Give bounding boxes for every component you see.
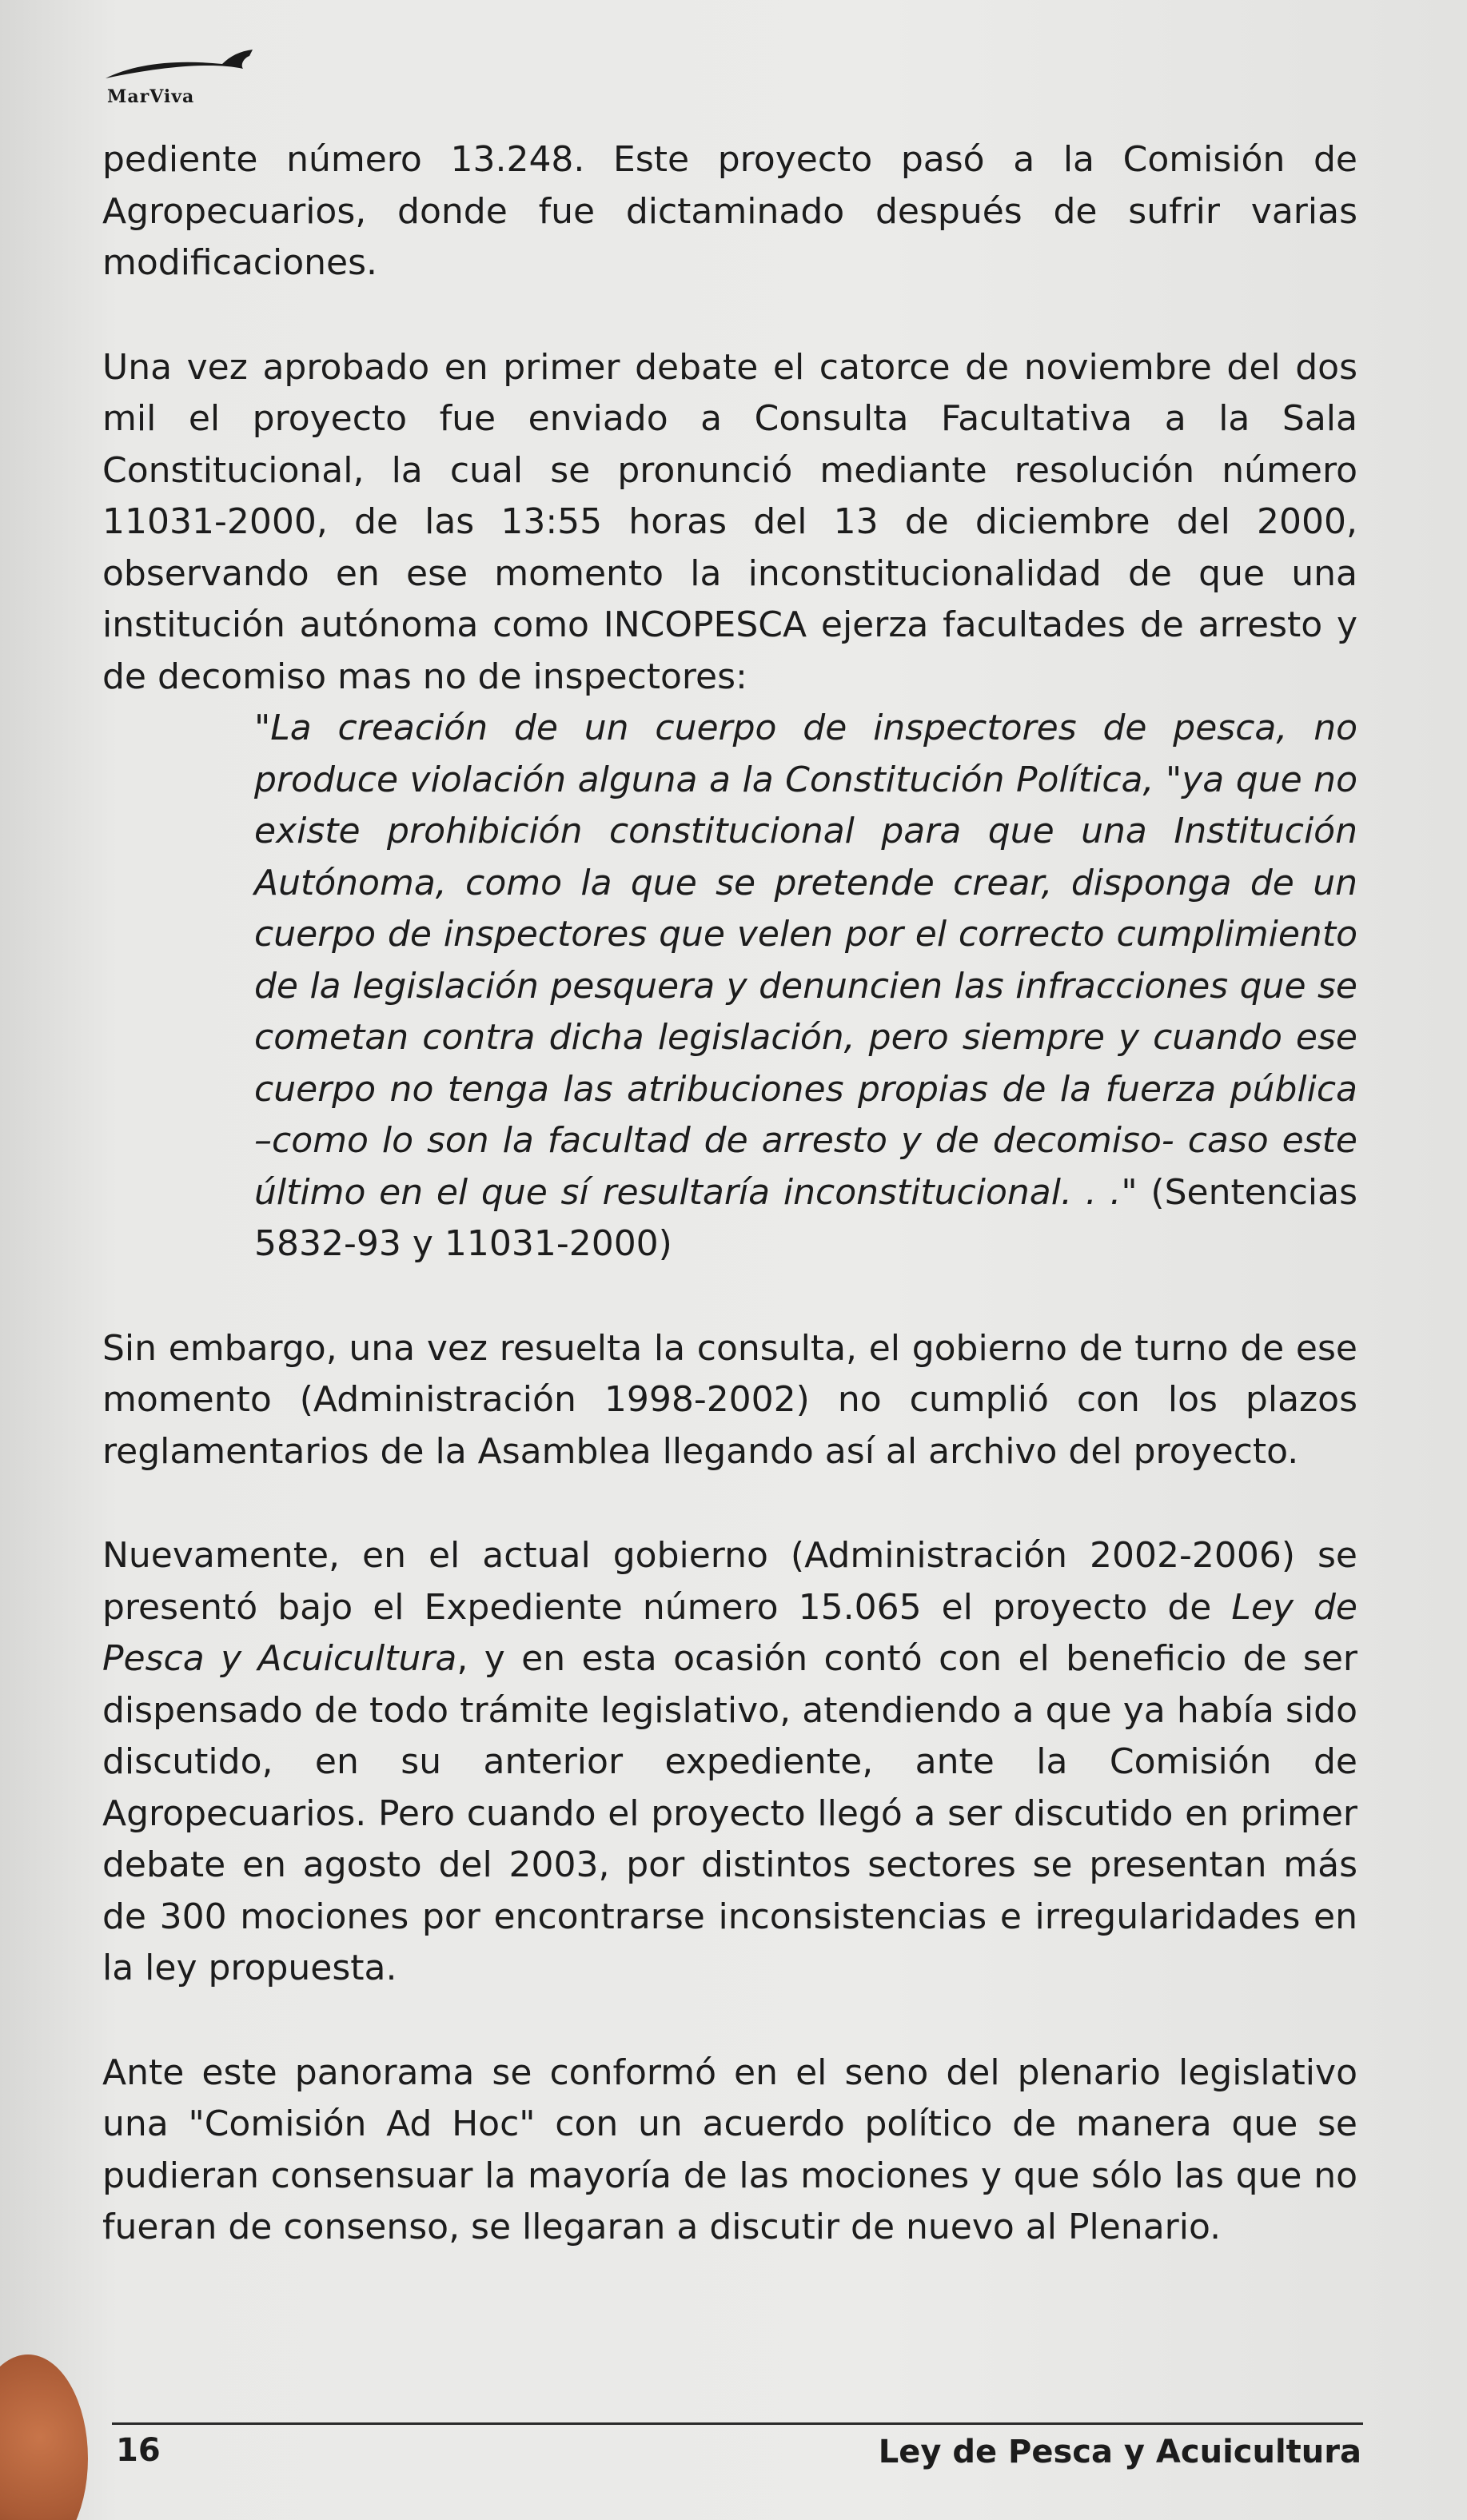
marviva-logo [102, 40, 270, 112]
paragraph-2: Una vez aprobado en primer debate el catorce de noviembre del dos mil el proyecto fue enviado a Consulta Facultativa a la Sala Constitucional, la cual se pronunció mediante resolución número 11031-2000, de las 13:55 horas del 13 de diciembre del 2000, observando en ese momento la inconstitucionalidad de que una institución autónoma como INCOPESCA ejerza facultades de arresto y de decomiso mas no de inspectores: [102, 346, 1357, 697]
paragraph-4-start: Nuevamente, en el actual gobierno (Administración 2002-2006) se presentó bajo el Expediente número 15.065 el proyecto de [102, 1535, 1357, 1628]
footer-divider [112, 2422, 1363, 2425]
logo-text: MarViva [107, 86, 195, 107]
paragraph-1: pediente número 13.248. Este proyecto pasó a la Comisión de Agropecuarios, donde fue dictaminado después de sufrir varias modificaciones. [102, 139, 1357, 283]
running-title: Ley de Pesca y Acuicultura [878, 2434, 1361, 2470]
paragraph-3: Sin embargo, una vez resuelta la consulta, el gobierno de turno de ese momento (Administración 1998-2002) no cumplió con los plazos reglamentarios de la Asamblea llegando así al archivo del proyecto. [102, 1327, 1357, 1472]
body-text [102, 134, 1357, 2307]
paragraph-5: Ante este panorama se conformó en el seno del plenario legislativo una "Comisión Ad Hoc" con un acuerdo político de manera que se pudieran consensuar la mayoría de las mociones y que sólo las que no fueran de consenso, se llegaran a discutir de nuevo al Plenario. [102, 2051, 1357, 2247]
block-quote [102, 703, 1357, 1270]
paragraph-4 [102, 1530, 1357, 1995]
paragraph-4-end: , y en esta ocasión contó con el beneficio de ser dispensado de todo trámite legislativo, atendiendo a que ya había sido discutido, en su anterior expediente, ante la Comisión de Agropecuarios. Pero cuando el proyecto llegó a ser discutido en primer debate en agosto del 2003, por distintos sectores se presentan más de 300 mociones por encontrarse inconsistencias e irregularidades en la ley propuesta. [102, 1638, 1358, 1988]
quote-citation: (Sentencias 5832-93 y 11031-2000) [254, 1171, 1357, 1264]
wave-logo-icon [102, 40, 270, 88]
quote-text: "La creación de un cuerpo de inspectores de pesca, no produce violación alguna a la Constitución Política, "ya que no existe prohibición constitucional para que una Institución Autónoma, como la que se pretende crear, disponga de un cuerpo de inspectores que velen por el correcto cumplimiento de la legislación pesquera y denuncien las infracciones que se cometan contra dicha legislación, pero siempre y cuando ese cuerpo no tenga las atribuciones propias de la fuerza pública –como lo son la facultad de arresto y de decomiso- caso este último en el que sí resultaría inconstitucional. . ." [254, 708, 1357, 1213]
thumb-shadow [0, 2355, 88, 2520]
law-title-italic: Ley de Pesca y Acuicultura [102, 1586, 1357, 1679]
page-number: 16 [116, 2432, 161, 2469]
